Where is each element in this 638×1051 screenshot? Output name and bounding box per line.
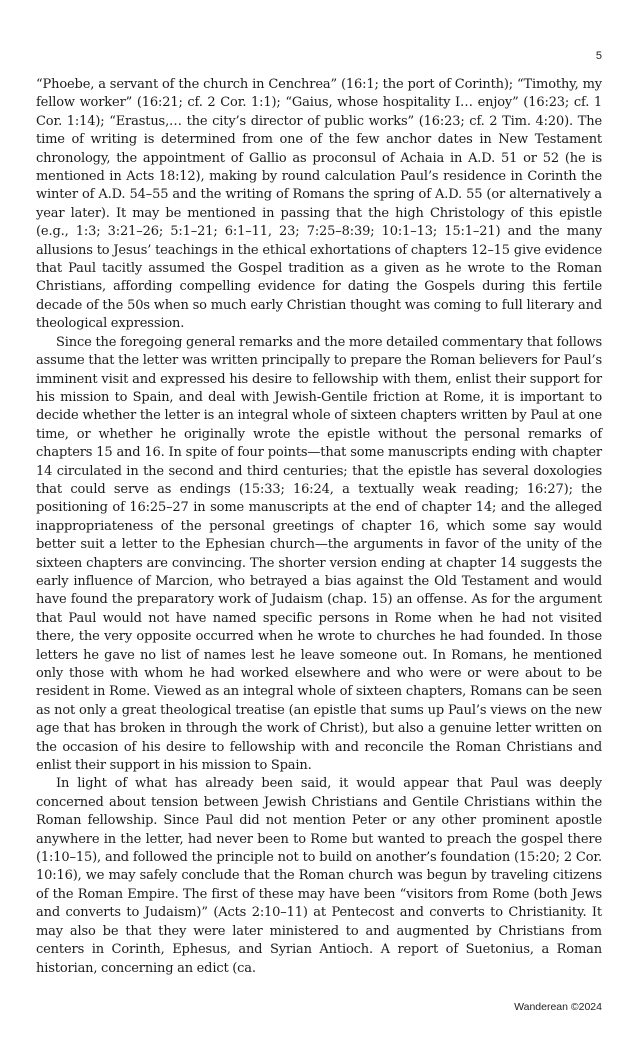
paragraph-3: In light of what has already been said, it would appear that Paul was deeply concerned about tension between Jewish Christians and Gentile Christians within the Roman fellowship. Since Paul did not mention Peter or any other prominent apostle anywhere in the letter, had never been to Rome but wanted to preach the gospel there (1:10–15), and followed the principle not to build on another’s foundation (15:20; 2 Cor. 10:16), we may safely conclude that the Roman church was begun by traveling citizens of the Roman Empire. The first of these may have been “visitors from Rome (both Jews and converts to Judaism)” (Acts 2:10–11) at Pentecost and converts to Christianity. It may also be that they were later ministered to and augmented by Christians from centers in Corinth, Ephesus, and Syrian Antioch. A report of Suetonius, a Roman historian, concerning an edict (ca. <box>36 776 602 976</box>
document-body <box>36 76 602 978</box>
page-number: 5 <box>595 50 602 62</box>
copyright-footer: Wanderean ©2024 <box>514 1001 602 1013</box>
paragraph-2: Since the foregoing general remarks and the more detailed commentary that follows assume that the letter was written principally to prepare the Roman believers for Paul’s imminent visit and expressed his desire to fellowship with them, enlist their support for his mission to Spain, and deal with Jewish-Gentile friction at Rome, it is important to decide whether the letter is an integral whole of sixteen chapters written by Paul at one time, or whether he originally wrote the epistle without the personal remarks of chapters 15 and 16. In spite of four points—that some manuscripts ending with chapter 14 circulated in the second and third centuries; that the epistle has several doxologies that could serve as endings (15:33; 16:24, a textually weak reading; 16:27); the positioning of 16:25–27 in some manuscripts at the end of chapter 14; and the alleged inappropriateness of the personal greetings of chapter 16, which some say would better suit a letter to the Ephesian church—the arguments in favor of the unity of the sixteen chapters are convincing. The shorter version ending at chapter 14 suggests the early influence of Marcion, who betrayed a bias against the Old Testament and would have found the preparatory work of Judaism (chap. 15) an offense. As for the argument that Paul would not have named specific persons in Rome when he had not visited there, the very opposite occurred when he wrote to churches he had founded. In those letters he gave no list of names lest he leave someone out. In Romans, he mentioned only those with whom he had worked elsewhere and who were or were about to be resident in Rome. Viewed as an integral whole of sixteen chapters, Romans can be seen as not only a great theological treatise (an epistle that sums up Paul’s views on the new age that has broken in through the work of Christ), but also a genuine letter written on the occasion of his desire to fellowship with and reconcile the Roman Christians and enlist their support in his mission to Spain. <box>36 334 602 774</box>
paragraph-1: “Phoebe, a servant of the church in Cenchrea” (16:1; the port of Corinth); “Timothy, my fellow worker” (16:21; cf. 2 Cor. 1:1); “Gaius, whose hospitality I… enjoy” (16:23; cf. 1 Cor. 1:14); “Erastus,… the city’s director of public works” (16:23; cf. 2 Tim. 4:20). The time of writing is determined from one of the few anchor dates in New Testament chronology, the appointment of Gallio as proconsul of Achaia in A.D. 51 or 52 (he is mentioned in Acts 18:12), making by round calculation Paul’s residence in Corinth the winter of A.D. 54–55 and the writing of Romans the spring of A.D. 55 (or alternatively a year later). It may be mentioned in passing that the high Christology of this epistle (e.g., 1:3; 3:21–26; 5:1–21; 6:1–11, 23; 7:25–8:39; 10:1–13; 15:1–21) and the many allusions to Jesus’ teachings in the ethical exhortations of chapters 12–15 give evidence that Paul tacitly assumed the Gospel tradition as a given as he wrote to the Roman Christians, affording compelling evidence for dating the Gospels during this fertile decade of the 50s when so much early Christian thought was coming to full literary and theological expression. <box>36 77 602 332</box>
